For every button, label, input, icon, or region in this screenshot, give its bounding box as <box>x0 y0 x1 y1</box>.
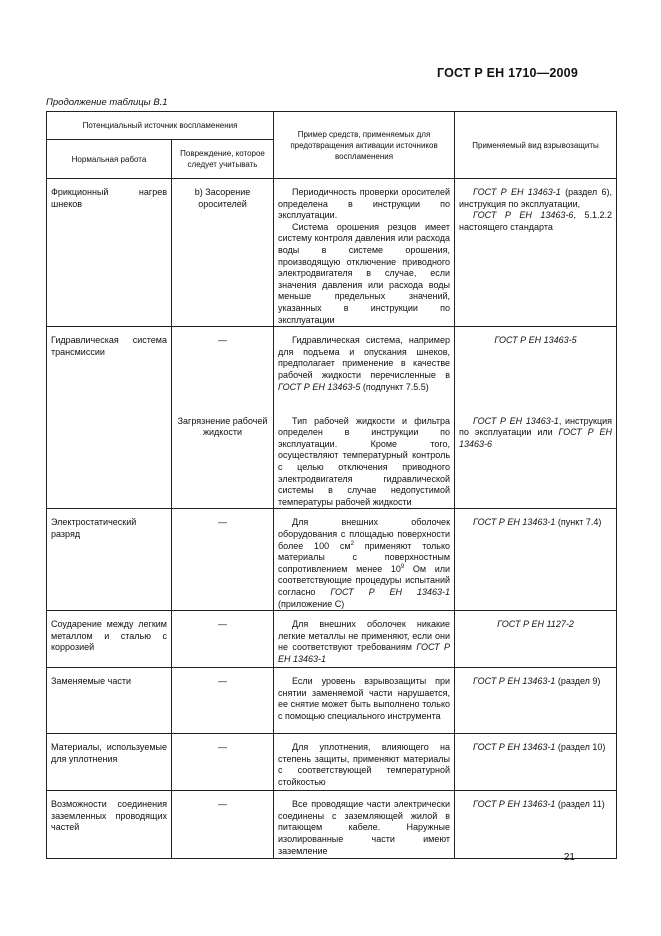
cell-fault: — <box>172 509 274 611</box>
measure-text: Гидравлическая система, например для подъема и опускания шнеков, предполагает применение в качестве рабочей жидкости перечисленные в <box>278 335 451 380</box>
standard-ref: ГОСТ Р ЕН 13463-6 <box>459 427 613 449</box>
standard-ref: ГОСТ Р ЕН 13463-1 <box>473 799 556 810</box>
protection-text: (пункт 7.4) <box>555 517 602 528</box>
measure-text: Для внешних оболочек никакие легкие металлы не применяют, если они не соответствуют требованиям <box>278 619 451 653</box>
protection-text: (раздел 9) <box>555 676 601 687</box>
protection-text: (раздел 11) <box>555 799 605 810</box>
cell-fault: — <box>172 734 274 791</box>
superscript: 9 <box>400 563 405 570</box>
cell-normal-operation: Электростатический разряд <box>47 509 172 611</box>
cell-normal-operation: Материалы, используемые для уплотнения <box>47 734 172 791</box>
cell-protection <box>455 179 617 327</box>
standard-ref: ГОСТ Р ЕН 13463-1 <box>278 642 451 664</box>
measure-text: Для уплотнения, влияющего на степень защиты, применяют материалы с соответствующей температурной стойкостью <box>278 742 451 787</box>
cell-fault: — <box>172 668 274 734</box>
standard-ref: ГОСТ Р ЕН 13463-1 <box>473 517 556 528</box>
superscript: 2 <box>350 540 354 547</box>
cell-protection <box>455 791 617 859</box>
table-row <box>47 611 617 668</box>
table-row <box>47 734 617 791</box>
standard-ref: ГОСТ Р ЕН 13463-5 <box>494 335 577 346</box>
protection-text: , инструкция по эксплуатации или <box>459 415 613 438</box>
measure-text: Для внешних оболочек оборудования с площадью поверхности более 100 см <box>278 517 451 551</box>
cell-protection <box>455 734 617 791</box>
standard-ref: ГОСТ Р ЕН 13463-1 <box>473 742 556 753</box>
protection-text: (раздел 10) <box>555 742 606 753</box>
cell-protection <box>455 327 617 405</box>
table-row <box>47 791 617 859</box>
table-caption: Продолжение таблицы В.1 <box>46 97 168 108</box>
header-normal-operation: Нормальная работа <box>47 140 172 179</box>
table-row <box>47 668 617 734</box>
table-row <box>47 405 617 509</box>
cell-fault: b) Засорение оросителей <box>172 179 274 327</box>
cell-measures <box>274 791 455 859</box>
cell-fault: — <box>172 611 274 668</box>
measure-text: (приложение С) <box>278 598 345 609</box>
cell-measures <box>274 405 455 509</box>
cell-measures <box>274 327 455 405</box>
standard-ref: ГОСТ Р ЕН 13463-5 <box>278 381 361 392</box>
measure-text: Ом или соответствующие процедуры испытаний согласно <box>278 563 451 597</box>
measure-text: Если уровень взрывозащиты при снятии заменяемой части нарушается, ее снятие может быть выполнено только с помощью специального инструмента <box>278 676 451 721</box>
table-row <box>47 179 617 327</box>
header-measures: Пример средств, применяемых для предотвращения активации источников воспламенения <box>274 112 455 179</box>
table-row <box>47 509 617 611</box>
protection-text: (раздел 6), инструкция по эксплуатации, <box>459 187 612 209</box>
measure-text: Система орошения резцов имеет систему контроля давления или расхода воды в системе орошения, производящую отключение приводного электродвигателя в случае, если значения давления или расхода воды меньше предельных значений, указанных в инструкции по эксплуатации <box>278 221 451 325</box>
cell-protection <box>455 405 617 509</box>
standard-ref: ГОСТ Р ЕН 13463-1 <box>330 586 450 597</box>
cell-normal-operation: Гидравлическая система трансмиссии <box>47 327 172 405</box>
table-row <box>47 327 617 405</box>
measure-text: (подпункт 7.5.5) <box>360 381 429 392</box>
header-protection-type: Применяемый вид взрывозащиты <box>455 112 617 179</box>
standard-ref: ГОСТ Р ЕН 1127-2 <box>497 619 574 630</box>
header-fault: Повреждение, которое следует учитывать <box>172 140 274 179</box>
measure-text: Тип рабочей жидкости и фильтра определен в инструкции по эксплуатации. Кроме того, осуществляют температурный контроль с целью отключения приводного электродвигателя гидравлической системы в случае недопустимой температуры рабочей жидкости <box>278 415 451 507</box>
measure-text: применяют только материалы с поверхностным сопротивлением менее 10 <box>278 540 451 574</box>
standard-ref: ГОСТ Р ЕН 13463-1 <box>473 187 561 197</box>
cell-measures <box>274 509 455 611</box>
ignition-sources-table <box>46 111 617 859</box>
cell-measures <box>274 734 455 791</box>
document-code: ГОСТ Р ЕН 1710—2009 <box>436 66 578 80</box>
cell-measures <box>274 668 455 734</box>
header-ignition-source-group: Потенциальный источник воспламенения <box>47 112 274 140</box>
cell-normal-operation: Соударение между легким металлом и сталью с коррозией <box>47 611 172 668</box>
cell-protection <box>455 509 617 611</box>
measure-text: Периодичность проверки оросителей определена в инструкции по эксплуатации. <box>278 187 451 221</box>
cell-normal-operation: Фрикционный нагрев шнеков <box>47 179 172 327</box>
standard-ref: ГОСТ Р ЕН 13463-1 <box>473 415 559 426</box>
cell-normal-operation: Возможности соединения заземленных проводящих частей <box>47 791 172 859</box>
cell-protection <box>455 611 617 668</box>
protection-text: , 5.1.2.2 настоящего стандарта <box>459 210 613 232</box>
cell-fault: — <box>172 327 274 405</box>
cell-fault: Загрязнение рабочей жидкости <box>172 405 274 509</box>
page-number: 21 <box>563 852 575 863</box>
cell-measures <box>274 611 455 668</box>
measure-text: Все проводящие части электрически соединены с заземляющей жилой в питающем кабеле. Наружные изолированные части имеют заземление <box>278 799 451 856</box>
standard-ref: ГОСТ Р ЕН 13463-1 <box>473 676 556 687</box>
cell-measures <box>274 179 455 327</box>
cell-protection <box>455 668 617 734</box>
cell-normal-operation <box>47 405 172 509</box>
cell-fault: — <box>172 791 274 859</box>
cell-normal-operation: Заменяемые части <box>47 668 172 734</box>
standard-ref: ГОСТ Р ЕН 13463-6 <box>473 210 574 221</box>
